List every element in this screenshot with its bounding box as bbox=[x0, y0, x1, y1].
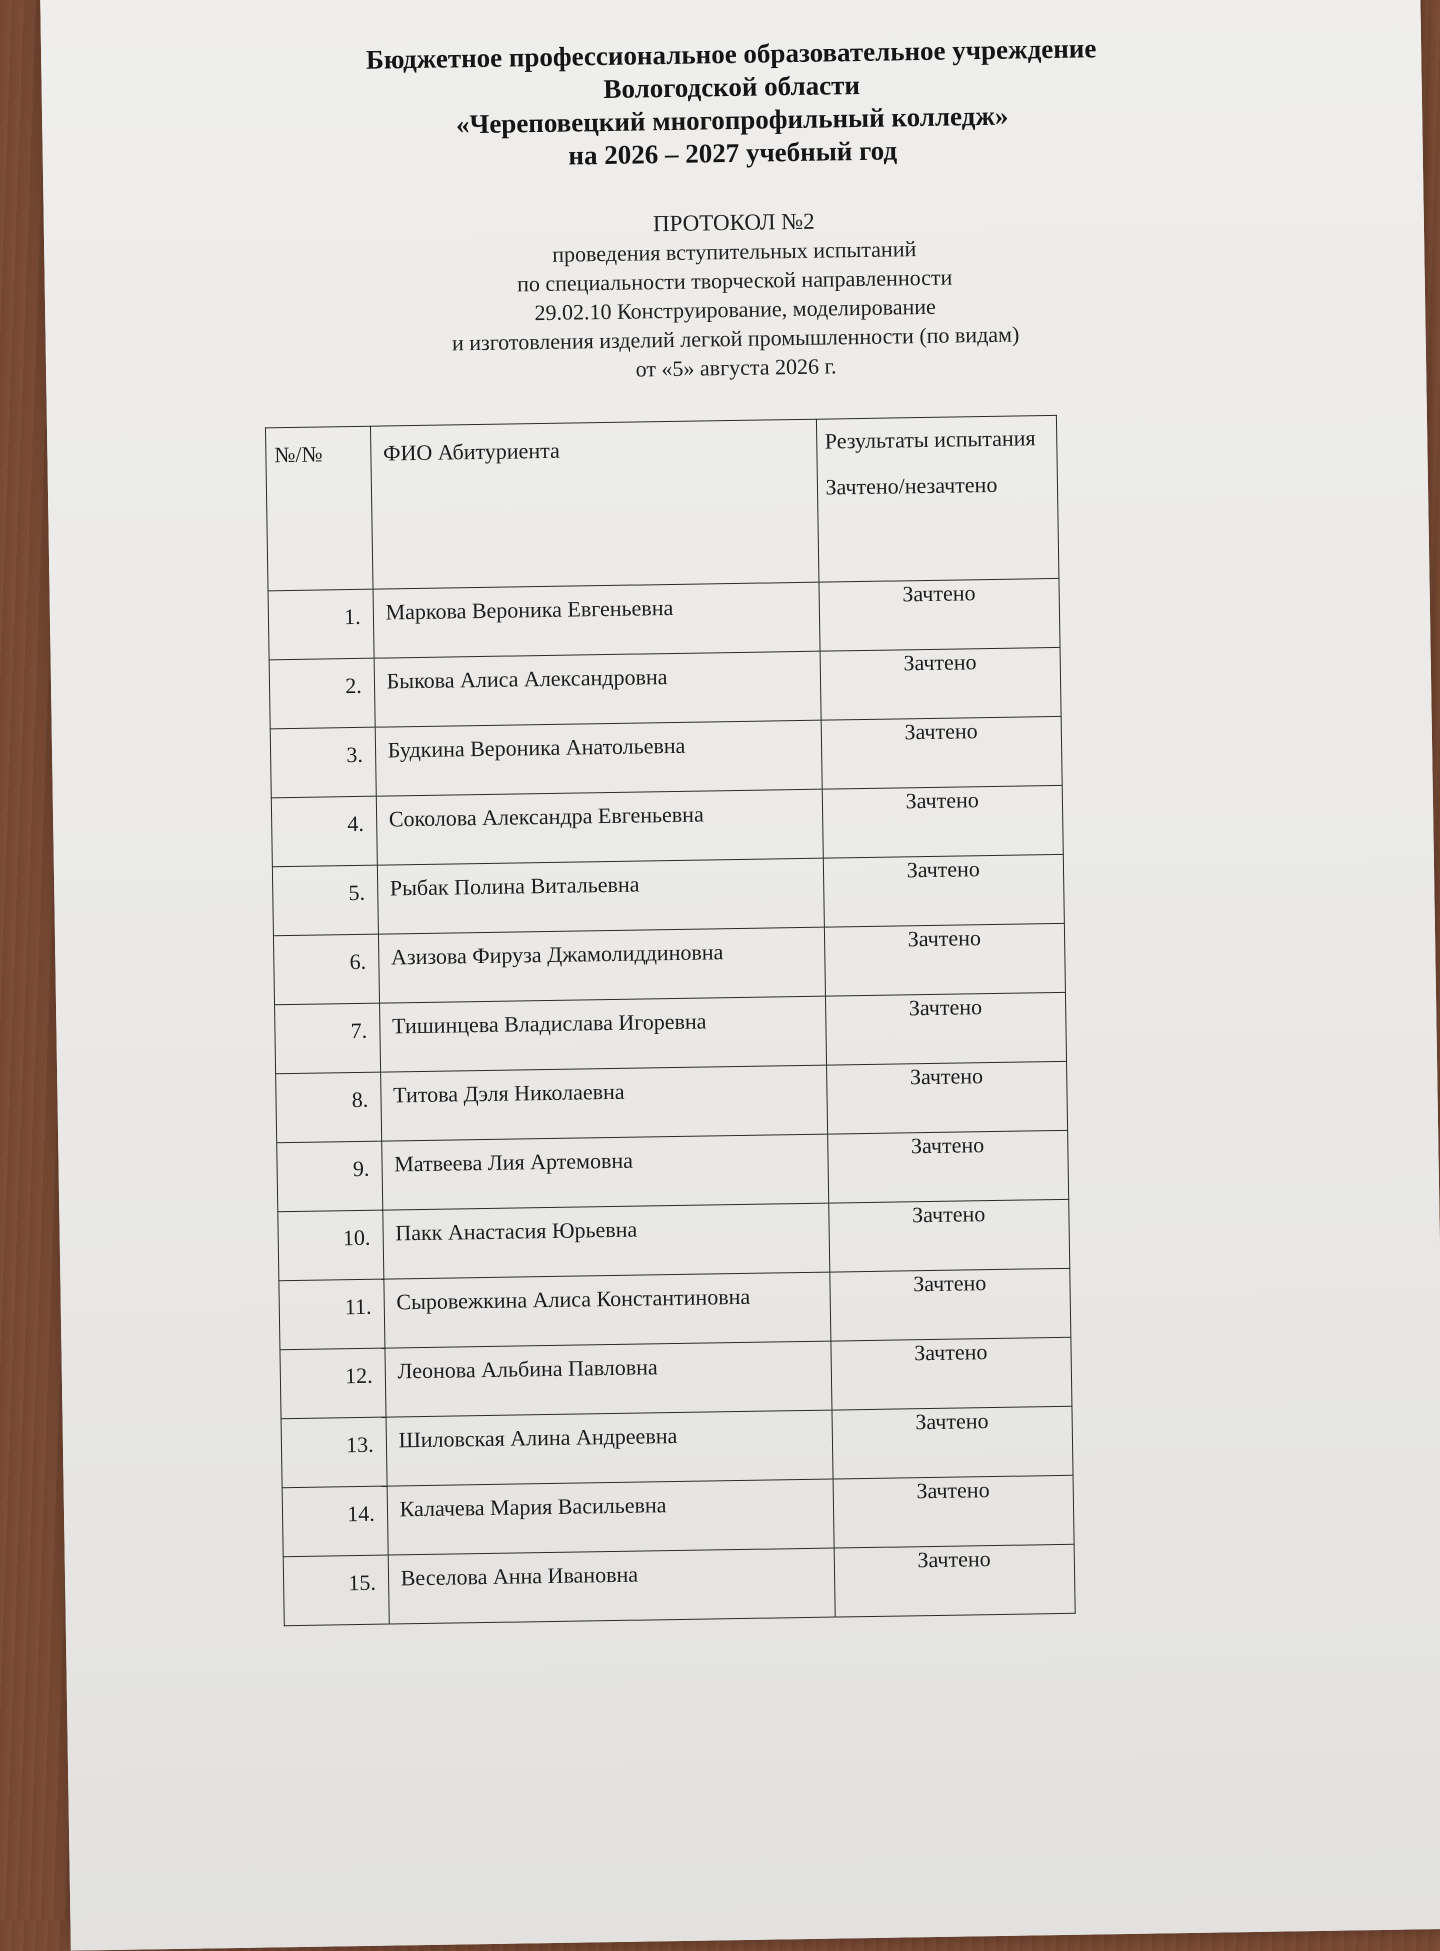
row-number: 9. bbox=[277, 1141, 383, 1212]
row-number: 5. bbox=[272, 865, 378, 936]
result-value: Зачтено bbox=[822, 785, 1064, 858]
table-row bbox=[282, 1475, 1074, 1556]
result-value: Зачтено bbox=[830, 1337, 1072, 1410]
applicant-name: Быкова Алиса Александровна bbox=[374, 651, 821, 727]
applicant-name: Азизова Фируза Джамолиддиновна bbox=[378, 927, 825, 1003]
row-number: 8. bbox=[276, 1072, 382, 1143]
header-number: №/№ bbox=[265, 426, 372, 591]
protocol-title: ПРОТОКОЛ №2 bbox=[652, 208, 815, 237]
header-results bbox=[816, 415, 1059, 582]
row-number: 11. bbox=[279, 1279, 385, 1350]
table-row bbox=[280, 1337, 1072, 1418]
table-row bbox=[283, 1544, 1075, 1625]
table-row bbox=[278, 1199, 1070, 1280]
row-number: 4. bbox=[271, 796, 377, 867]
header-results-subtitle: Зачтено/незачтено bbox=[825, 471, 998, 500]
institution-line: Бюджетное профессиональное образовательное учреждение bbox=[365, 33, 1097, 75]
header-applicant-name: ФИО Абитуриента bbox=[370, 419, 818, 589]
applicant-name: Будкина Вероника Анатольевна bbox=[375, 720, 822, 796]
protocol-line: и изготовления изделий легкой промышленности (по видам) bbox=[451, 321, 1020, 356]
applicant-name: Титова Дэля Николаевна bbox=[380, 1065, 827, 1141]
applicant-name: Матвеева Лия Артемовна bbox=[381, 1134, 828, 1210]
applicant-name: Соколова Александра Евгеньевна bbox=[376, 789, 823, 865]
applicant-name: Пакк Анастасия Юрьевна bbox=[382, 1203, 829, 1279]
row-number: 13. bbox=[281, 1417, 387, 1488]
institution-line: Вологодской области bbox=[603, 69, 861, 104]
table-row bbox=[275, 992, 1067, 1073]
result-value: Зачтено bbox=[820, 647, 1062, 720]
result-value: Зачтено bbox=[819, 578, 1061, 651]
result-value: Зачтено bbox=[821, 716, 1063, 789]
row-number: 12. bbox=[280, 1348, 386, 1419]
table-row bbox=[281, 1406, 1073, 1487]
table-row bbox=[277, 1130, 1069, 1211]
result-value: Зачтено bbox=[826, 1061, 1068, 1134]
result-value: Зачтено bbox=[832, 1406, 1074, 1479]
result-value: Зачтено bbox=[825, 992, 1067, 1065]
document-sheet bbox=[40, 0, 1440, 1951]
table-row bbox=[269, 647, 1061, 728]
result-value: Зачтено bbox=[833, 1475, 1075, 1548]
institution-line: «Череповецкий многопрофильный колледж» bbox=[455, 100, 1009, 140]
protocol-line: 29.02.10 Конструирование, моделирование bbox=[534, 293, 937, 326]
result-value: Зачтено bbox=[834, 1544, 1076, 1617]
result-value: Зачтено bbox=[824, 923, 1066, 996]
applicant-name: Маркова Вероника Евгеньевна bbox=[373, 582, 820, 658]
table-row bbox=[273, 923, 1065, 1004]
table-row bbox=[270, 716, 1062, 797]
institution-header bbox=[41, 27, 1423, 181]
row-number: 7. bbox=[275, 1003, 381, 1074]
results-table bbox=[265, 415, 1076, 1626]
applicant-name: Калачева Мария Васильевна bbox=[387, 1479, 834, 1555]
table-row bbox=[276, 1061, 1068, 1142]
applicant-name: Шиловская Алина Андреевна bbox=[386, 1410, 833, 1486]
table-row bbox=[279, 1268, 1071, 1349]
row-number: 15. bbox=[283, 1555, 389, 1626]
applicant-name: Веселова Анна Ивановна bbox=[388, 1548, 835, 1624]
row-number: 3. bbox=[270, 727, 376, 798]
result-value: Зачтено bbox=[828, 1199, 1070, 1272]
protocol-line: проведения вступительных испытаний bbox=[552, 236, 917, 267]
applicant-name: Леонова Альбина Павловна bbox=[385, 1341, 832, 1417]
table-header-row bbox=[265, 415, 1058, 590]
row-number: 14. bbox=[282, 1486, 388, 1557]
applicant-name: Сыровежкина Алиса Константиновна bbox=[384, 1272, 831, 1348]
table-row bbox=[268, 578, 1060, 659]
protocol-date: от «5» августа 2026 г. bbox=[635, 353, 837, 382]
header-results-title: Результаты испытания bbox=[824, 425, 1036, 454]
applicant-name: Рыбак Полина Витальевна bbox=[377, 858, 824, 934]
result-value: Зачтено bbox=[823, 854, 1065, 927]
applicant-name: Тишинцева Владислава Игоревна bbox=[379, 996, 826, 1072]
table-row bbox=[272, 854, 1064, 935]
row-number: 1. bbox=[268, 589, 374, 660]
protocol-line: по специальности творческой направленности bbox=[516, 264, 953, 297]
table-row bbox=[271, 785, 1063, 866]
row-number: 2. bbox=[269, 658, 375, 729]
protocol-block bbox=[44, 197, 1427, 393]
academic-year: на 2026 – 2027 учебный год bbox=[568, 135, 898, 171]
table-body bbox=[268, 578, 1075, 1625]
row-number: 6. bbox=[273, 934, 379, 1005]
result-value: Зачтено bbox=[829, 1268, 1071, 1341]
result-value: Зачтено bbox=[827, 1130, 1069, 1203]
row-number: 10. bbox=[278, 1210, 384, 1281]
